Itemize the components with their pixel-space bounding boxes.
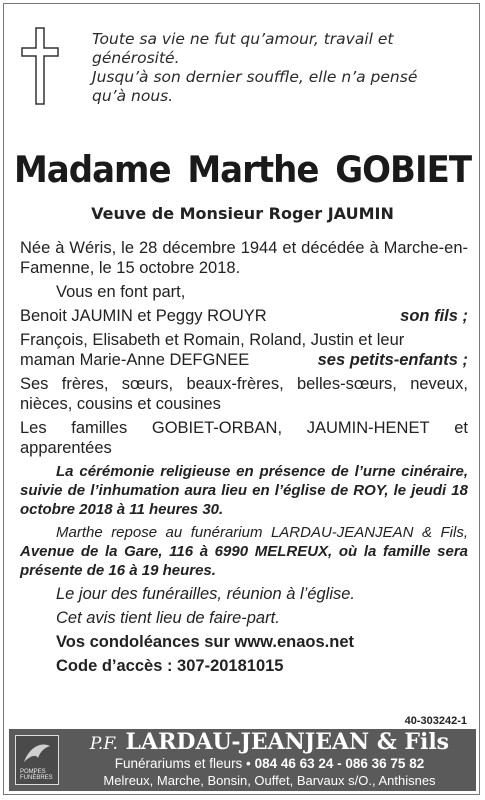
families-end: apparentées: [20, 439, 112, 457]
epitaph-line: qu’à nous.: [92, 87, 174, 105]
company-name: [67, 729, 472, 755]
services-line: [67, 756, 472, 771]
intro-paragraph: Vous en font part,: [56, 283, 186, 301]
access-code-line: Code d’accès : 307-20181015: [56, 657, 284, 675]
families-word: JAUMIN-HENET: [306, 419, 430, 437]
family-names-line: François, Elisabeth et Romain, Roland, Justin et leur: [20, 331, 405, 349]
siblings-paragraph: Ses frères, sœurs, beaux-frères, belles-sœurs, neveux, nièces, cousins et cousines: [20, 375, 468, 413]
family-names: maman Marie-Anne DEFGNEE: [20, 351, 250, 369]
rest-bold: Avenue de la Gare, 116 à 6990 MELREUX, où la famille sera présente de 16 à 19 heures.: [20, 543, 468, 579]
birth-death-paragraph: Née à Wéris, le 28 décembre 1944 et décédée à Marche-en-Famenne, le 15 octobre 2018.: [20, 239, 468, 277]
dove-icon: [16, 736, 58, 772]
family-names: Benoit JAUMIN et Peggy ROUYR: [20, 307, 267, 325]
rest-paragraph: [20, 523, 468, 580]
family-relation: son fils ;: [400, 307, 468, 325]
families-word: et: [454, 419, 468, 437]
company-title: LARDAU-JEANJEAN & Fils: [125, 729, 450, 755]
epitaph-line: Toute sa vie ne fut qu’amour, travail et: [92, 30, 394, 48]
company-prefix: P.F.: [89, 734, 118, 754]
condolences-line: Vos condoléances sur www.enaos.net: [56, 633, 354, 651]
families-word: Les: [20, 419, 47, 437]
logo-text: POMPES FUNÈBRES: [20, 769, 53, 781]
funeral-home-banner: [9, 729, 476, 791]
epitaph: [92, 30, 462, 106]
phone-numbers: 084 46 63 24 - 086 36 75 82: [254, 756, 425, 771]
deceased-name: Madame Marthe GOBIET: [13, 148, 472, 192]
services-text: Funérariums et fleurs •: [114, 756, 251, 771]
reference-number: 40-303242-1: [404, 715, 467, 727]
towns-line: Melreux, Marche, Bonsin, Ouffet, Barvaux s/O., Anthisnes: [103, 773, 436, 788]
families-line: [20, 418, 468, 438]
families-word: familles: [71, 419, 128, 437]
epitaph-line: Jusqu’à son dernier souffle, elle n’a pensé: [92, 68, 418, 86]
ceremony-paragraph: La cérémonie religieuse en présence de l’urne cinéraire, suivie de l’inhumation aura lieu en l’église de ROY, le jeudi 18 octobre 2018 à 11 heures 30.: [20, 463, 468, 518]
epitaph-line: générosité.: [92, 49, 180, 67]
cross-icon: [20, 26, 60, 106]
notice-paragraph: Cet avis tient lieu de faire-part.: [56, 609, 280, 627]
family-row: [20, 306, 468, 326]
rest-italic: Marthe repose au funérarium LARDAU-JEANJEAN & Fils,: [56, 524, 468, 541]
family-row: [20, 350, 468, 370]
deceased-subtitle: Veuve de Monsieur Roger JAUMIN: [91, 204, 394, 223]
funeral-home-logo: [15, 735, 59, 785]
family-relation: ses petits-enfants ;: [317, 351, 468, 369]
reunion-paragraph: Le jour des funérailles, réunion à l’église.: [56, 585, 356, 603]
families-word: GOBIET-ORBAN,: [151, 419, 283, 437]
announcement-body: [20, 238, 468, 680]
